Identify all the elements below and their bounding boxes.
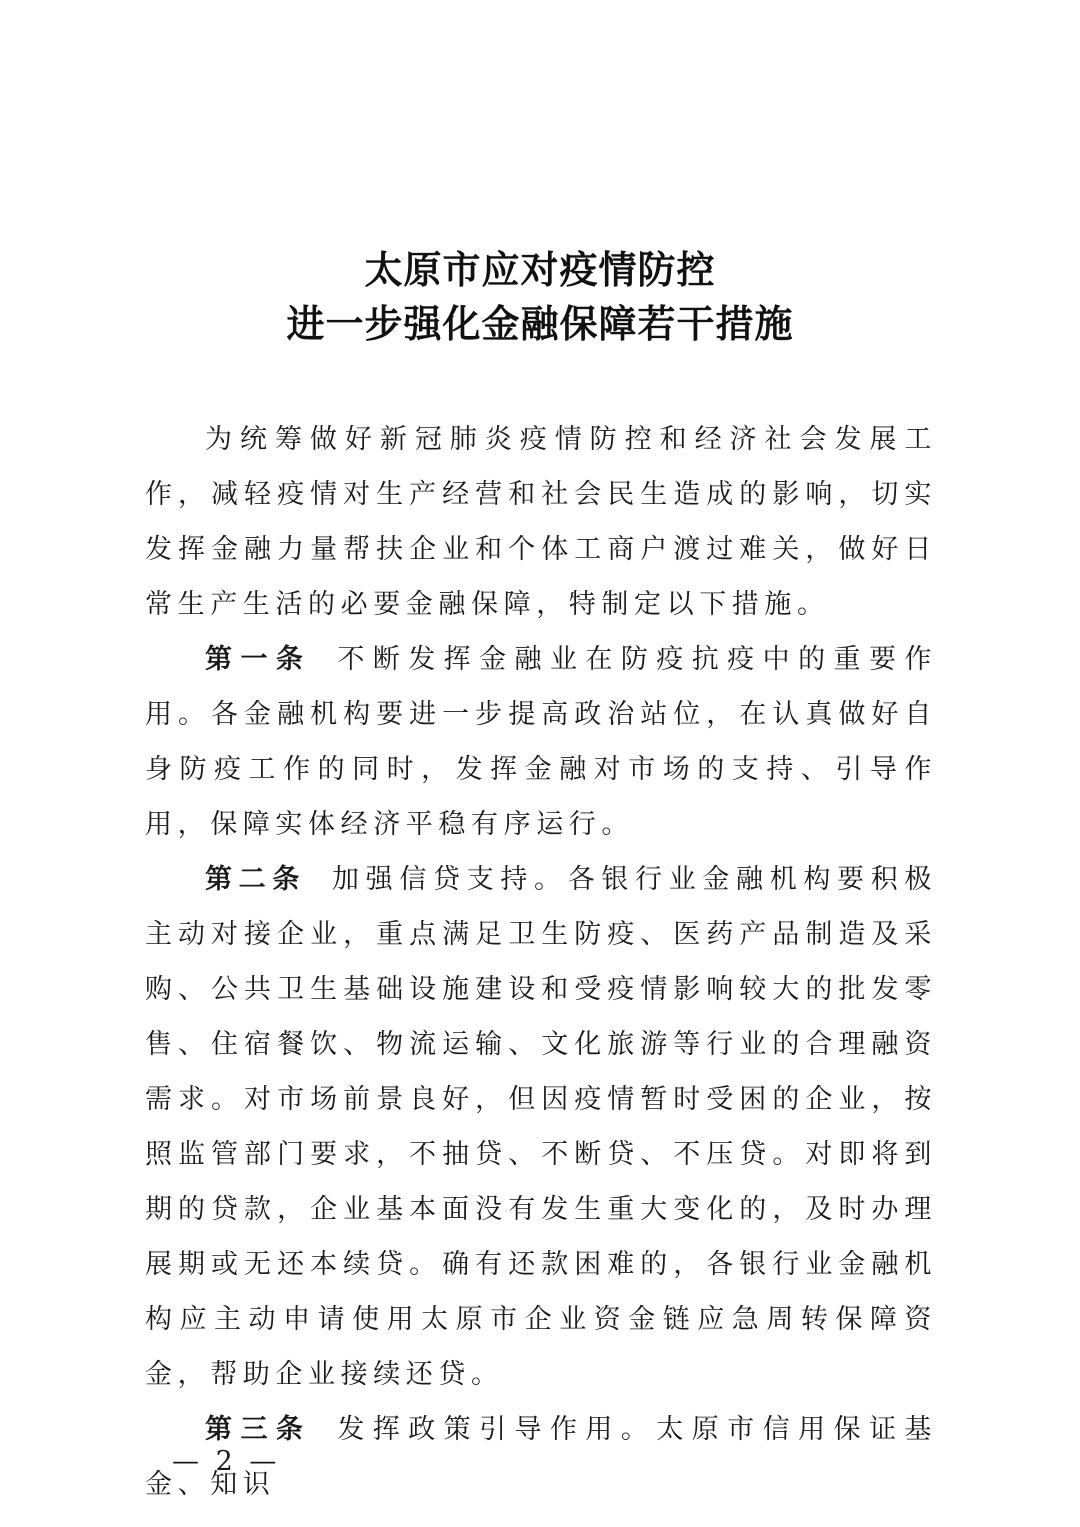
article-2: [145, 852, 937, 1402]
article-1-label: 第一条: [205, 644, 312, 675]
article-3-text: 发挥政策引导作用。太原市信用保证基金、知识: [145, 1414, 937, 1500]
article-1-text: 不断发挥金融业在防疫抗疫中的重要作用。各金融机构要进一步提高政治站位，在认真做好自身防疫工作的同时，发挥金融对市场的支持、引导作用，保障实体经济平稳有序运行。: [145, 644, 937, 840]
page-number: — 2 —: [172, 1446, 281, 1477]
title-line-1: 太原市应对疫情防控: [364, 247, 716, 292]
article-3-label: 第三条: [205, 1414, 312, 1445]
article-2-text: 加强信贷支持。各银行业金融机构要积极主动对接企业，重点满足卫生防疫、医药产品制造及采购、公共卫生基础设施建设和受疫情影响较大的批发零售、住宿餐饮、物流运输、文化旅游等行业的合理融资需求。对市场前景良好，但因疫情暂时受困的企业，按照监管部门要求，不抽贷、不断贷、不压贷。对即将到期的贷款，企业基本面没有发生重大变化的，及时办理展期或无还本续贷。确有还款困难的，各银行业金融机构应主动申请使用太原市企业资金链应急周转保障资金，帮助企业接续还贷。: [145, 864, 937, 1390]
article-2-label: 第二条: [205, 864, 307, 895]
article-1: [145, 632, 937, 852]
document-body: [145, 412, 937, 1512]
title-line-2: 进一步强化金融保障若干措施: [286, 301, 794, 346]
intro-paragraph: 为统筹做好新冠肺炎疫情防控和经济社会发展工作，减轻疫情对生产经营和社会民生造成的影响，切实发挥金融力量帮扶企业和个体工商户渡过难关，做好日常生产生活的必要金融保障，特制定以下措施。: [145, 424, 937, 620]
